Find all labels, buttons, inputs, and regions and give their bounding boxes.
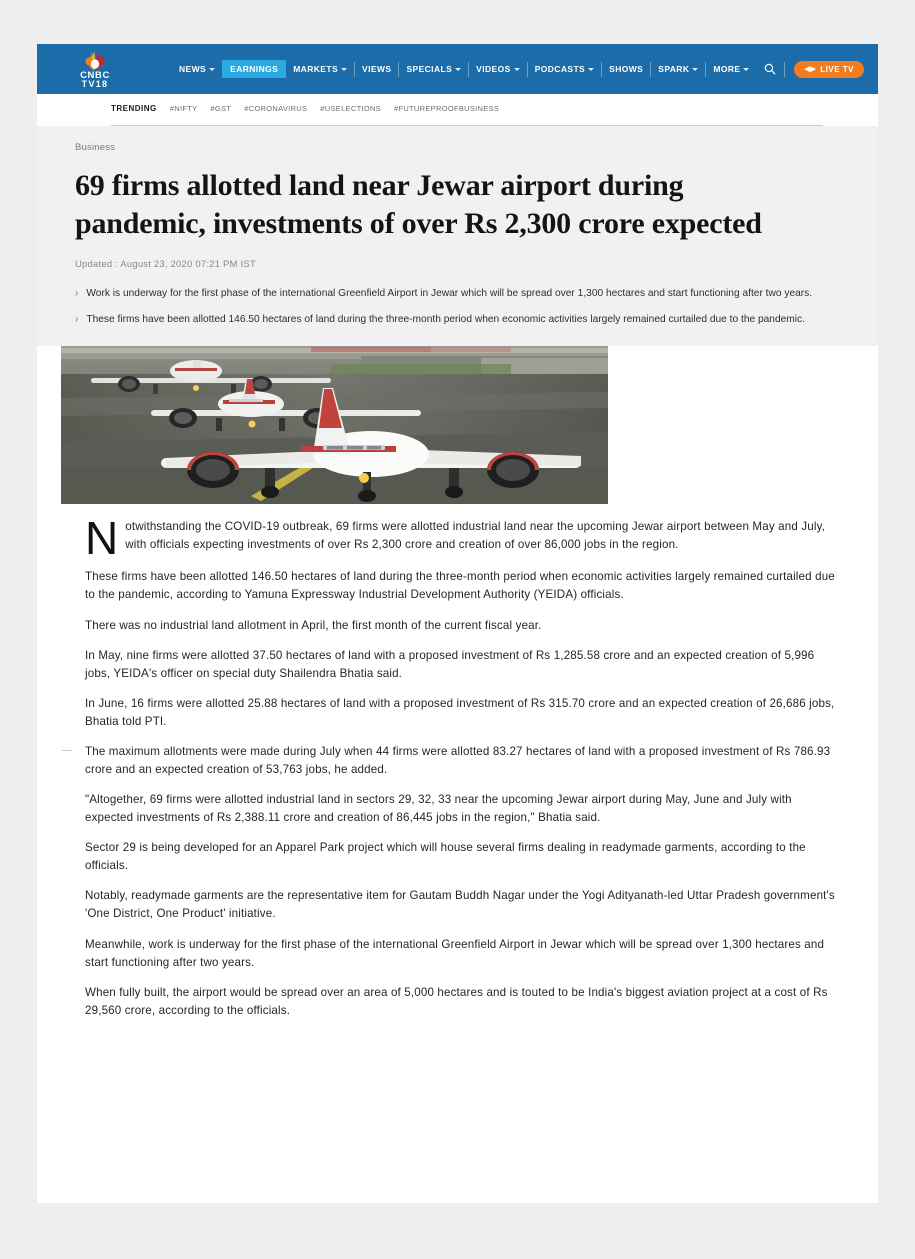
nav-label: MARKETS	[293, 64, 339, 74]
nav-item-news[interactable]	[172, 60, 222, 78]
paragraph: In May, nine firms were allotted 37.50 hectares of land with a proposed investment of Rs 1,285.58 crore and an expected creation of 5,996 jobs, YEIDA's officer on special duty Shailendra Bhatia said.	[85, 648, 815, 680]
nav-item-more[interactable]	[706, 60, 756, 78]
article-head-block	[37, 126, 878, 346]
margin-dash-mark	[62, 750, 72, 751]
live-tv-button[interactable]	[794, 61, 864, 78]
nav-label: SHOWS	[609, 64, 644, 74]
nav-item-views[interactable]	[355, 60, 398, 78]
article-body	[37, 504, 878, 1020]
live-tv-label: LIVE TV	[820, 64, 854, 74]
nav-label: EARNINGS	[230, 64, 279, 74]
paragraph: There was no industrial land allotment in April, the first month of the current fiscal year.	[85, 618, 542, 632]
live-tv-play-icon: ◀▶	[804, 65, 817, 73]
nav-item-videos[interactable]	[469, 60, 527, 78]
trending-tag-nifty[interactable]: #NIFTY	[169, 104, 198, 113]
summary-text: Work is underway for the first phase of the international Greenfield Airport in Jewar which will be spread over 1,300 hectares and start functioning after two years.	[86, 287, 813, 299]
list-item	[75, 312, 845, 328]
drop-cap: N	[85, 512, 119, 565]
paragraph: Meanwhile, work is underway for the first phase of the international Greenfield Airport in Jewar which will be spread over 1,300 hectares and start functioning after two years.	[85, 937, 825, 969]
article-first-paragraph	[61, 512, 842, 565]
airport-taxiway-photo	[61, 346, 608, 504]
nav-item-specials[interactable]	[399, 60, 468, 78]
chevron-down-icon	[692, 68, 698, 71]
chevron-down-icon	[514, 68, 520, 71]
page-title: 69 firms allotted land near Jewar airport during pandemic, investments of over Rs 2,300 crore expected	[75, 169, 762, 240]
chevron-down-icon	[743, 68, 749, 71]
breadcrumb[interactable]: Business	[75, 142, 116, 153]
nav-divider	[784, 62, 785, 77]
cnbc-tv18-logo[interactable]	[37, 49, 125, 89]
search-icon	[764, 63, 776, 75]
nav-label: MORE	[713, 64, 741, 74]
chevron-right-icon: ›	[75, 314, 79, 326]
nav-label: NEWS	[179, 64, 207, 74]
trending-tag-coronavirus[interactable]: #CORONAVIRUS	[244, 104, 308, 113]
updated-timestamp: Updated : August 23, 2020 07:21 PM IST	[75, 258, 256, 270]
trending-tag-futureproofbusiness[interactable]: #FUTUREPROOFBUSINESS	[393, 104, 500, 113]
trending-label: TRENDING	[111, 104, 157, 113]
chevron-down-icon	[341, 68, 347, 71]
article-page-card	[37, 44, 878, 1203]
paragraph: Notably, readymade garments are the representative item for Gautam Buddh Nagar under the Yogi Adityanath-led Uttar Pradesh government's 'One District, One Product' initiative.	[85, 889, 835, 921]
nav-item-markets[interactable]	[286, 60, 354, 78]
chevron-right-icon: ›	[75, 287, 79, 299]
article-hero-image	[61, 346, 608, 504]
trending-tag-uselections[interactable]: #USELECTIONS	[320, 104, 381, 113]
trending-bar	[37, 94, 878, 126]
nav-label: VIDEOS	[476, 64, 511, 74]
logo-text-tv18: TV18	[81, 79, 109, 89]
chevron-down-icon	[455, 68, 461, 71]
nav-label: PODCASTS	[534, 64, 586, 74]
paragraph: Sector 29 is being developed for an Apparel Park project which will house several firms dealing in readymade garments, according to the officials.	[85, 841, 806, 873]
chevron-down-icon	[209, 68, 215, 71]
chevron-down-icon	[588, 68, 594, 71]
nav-item-podcasts[interactable]	[528, 60, 601, 78]
site-header	[37, 44, 878, 94]
nav-label: SPECIALS	[406, 64, 453, 74]
search-button[interactable]	[756, 63, 784, 75]
paragraph: These firms have been allotted 146.50 hectares of land during the three-month period when economic activities largely remained curtailed due to the pandemic, according to Yamuna Expressway Industrial Development Authority (YEIDA) officials.	[85, 570, 835, 602]
paragraph: In June, 16 firms were allotted 25.88 hectares of land with a proposed investment of Rs 315.70 crore and an expected creation of 26,686 jobs, Bhatia told PTI.	[85, 696, 835, 728]
nav-item-earnings[interactable]	[222, 60, 286, 78]
nav-item-shows[interactable]	[602, 60, 650, 78]
paragraph: The maximum allotments were made during July when 44 firms were allotted 83.27 hectares of land with a proposed investment of Rs 786.93 crore and an expected creation of 53,763 jobs, he added.	[85, 744, 831, 776]
logo-text-cnbc: CNBC	[80, 70, 110, 81]
nav-label: SPARK	[658, 64, 690, 74]
paragraph: "Altogether, 69 firms were allotted industrial land in sectors 29, 32, 33 near the upcoming Jewar airport during May, June and July with expected investments of Rs 2,388.11 crore and creation of 86,445 jobs in the region," Bhatia said.	[85, 793, 792, 825]
nav-item-spark[interactable]	[651, 60, 705, 78]
nav-label: VIEWS	[362, 64, 392, 74]
summary-text: These firms have been allotted 146.50 hectares of land during the three-month period when economic activities largely remained curtailed due to the pandemic.	[86, 314, 805, 326]
main-navigation	[125, 44, 878, 94]
paragraph-text: otwithstanding the COVID-19 outbreak, 69 firms were allotted industrial land near the upcoming Jewar airport between May and July, with officials expecting investments of over Rs 2,300 crore and creation of over 86,000 jobs in the region.	[125, 520, 826, 552]
list-item	[75, 286, 845, 302]
article-summary-list	[75, 286, 848, 329]
trending-tag-gst[interactable]: #GST	[210, 104, 232, 113]
paragraph: When fully built, the airport would be spread over an area of 5,000 hectares and is touted to be India's biggest aviation project at a cost of Rs 29,560 crore, according to the officials.	[85, 985, 828, 1017]
nbc-peacock-icon	[78, 51, 112, 70]
